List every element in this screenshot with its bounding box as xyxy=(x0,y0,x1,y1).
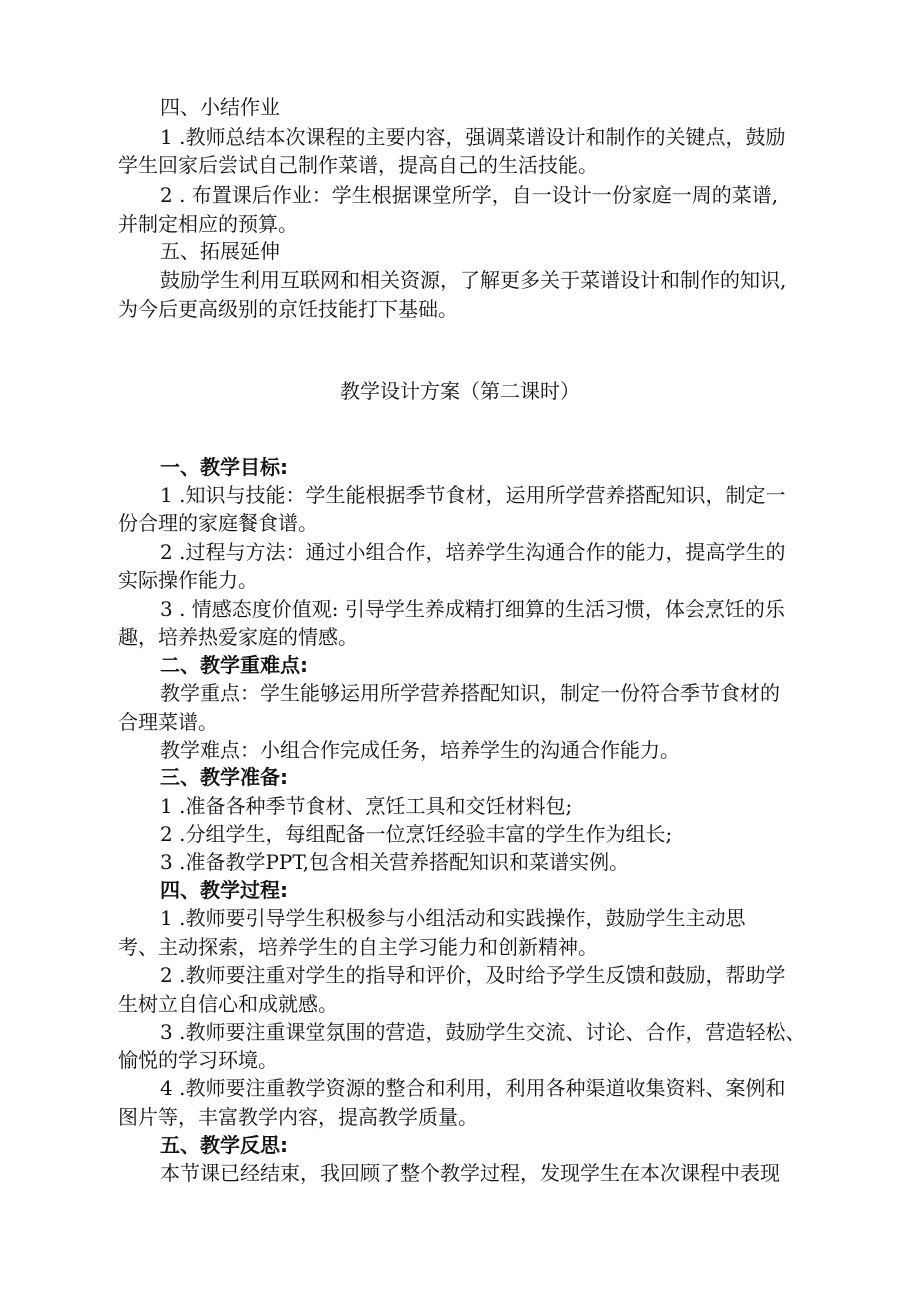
section-heading: 五、拓展延伸 xyxy=(160,239,280,263)
paragraph-line: 愉悦的学习环境。 xyxy=(118,1048,278,1072)
section-heading: 三、教学准备: xyxy=(160,765,288,789)
paragraph-line: 为今后更高级别的京饪技能打下基础。 xyxy=(118,297,458,321)
section-heading: 五、教学反思: xyxy=(160,1133,288,1157)
paragraph-line: 合理菜谱。 xyxy=(118,710,218,734)
paragraph-line: 3 . 情感态度价值观: 引导学生养成精打细算的生活习惯，体会烹饪的乐 xyxy=(160,597,785,621)
paragraph-line: 份合理的家庭餐食谱。 xyxy=(118,511,318,535)
paragraph-line: 1 .教师要引导学生积极参与小组活动和实践操作，鼓励学生主动思 xyxy=(160,906,746,930)
paragraph-line: 2 . 布置课后作业：学生根据课堂所学，自一设计一份家庭一周的菜谱, xyxy=(160,183,779,207)
document-title: 教学设计方案（第二课时） xyxy=(340,379,580,403)
paragraph-line: 本节课已经结束，我回顾了整个教学过程，发现学生在本次课程中表现 xyxy=(160,1161,780,1185)
list-item: 1 .准备各种季节食材、烹饪工具和交饪材料包; xyxy=(160,794,573,818)
section-heading: 一、教学目标: xyxy=(160,455,288,479)
paragraph-line: 教学重点：学生能够运用所学营养搭配知识，制定一份符合季节食材的 xyxy=(160,681,780,705)
paragraph-line: 2 .教师要注重对学生的指导和评价，及时给予学生反馈和鼓励，帮助学 xyxy=(160,963,786,987)
paragraph-line: 1 .教师总结本次课程的主要内容，强调菜谱设计和制作的关键点，鼓励 xyxy=(160,125,786,149)
paragraph-line: 1 .知识与技能：学生能根据季节食材，运用所学营养搭配知识，制定一 xyxy=(160,483,786,507)
paragraph-line: 2 .过程与方法：通过小组合作，培养学生沟通合作的能力，提高学生的 xyxy=(160,540,786,564)
section-heading: 四、教学过程: xyxy=(160,878,288,902)
list-item: 2 .分组学生，每组配备一位烹饪经验丰富的学生作为组长; xyxy=(160,822,673,846)
paragraph-line: 4 .教师要注重教学资源的整合和利用，利用各种渠道收集资料、案例和 xyxy=(160,1076,786,1100)
list-item: 3 .准备教学PPT,包含相关营养搭配知识和菜谱实例。 xyxy=(160,850,630,874)
paragraph-line: 图片等，丰富教学内容，提高教学质量。 xyxy=(118,1105,478,1129)
section-heading: 四、小结作业 xyxy=(160,95,280,119)
paragraph-line: 生树立自信心和成就感。 xyxy=(118,992,338,1016)
paragraph-line: 教学难点：小组合作完成任务，培养学生的沟通合作能力。 xyxy=(160,738,680,762)
paragraph-line: 实际操作能力。 xyxy=(118,568,258,592)
section-heading: 二、教学重难点: xyxy=(160,653,308,677)
paragraph-line: 趣，培养热爱家庭的情感。 xyxy=(118,625,358,649)
paragraph-line: 3 .教师要注重课堂氛围的营造，鼓励学生交流、讨论、合作，营造轻松、 xyxy=(160,1020,806,1044)
paragraph-line: 考、主动探索，培养学生的自主学习能力和创新精神。 xyxy=(118,935,598,959)
paragraph-line: 鼓励学生利用互联网和相关资源，了解更多关于菜谱设计和制作的知识, xyxy=(160,268,787,292)
paragraph-line: 并制定相应的预算。 xyxy=(118,212,298,236)
paragraph-line: 学生回家后尝试自己制作菜谱，提高自己的生活技能。 xyxy=(118,153,598,177)
